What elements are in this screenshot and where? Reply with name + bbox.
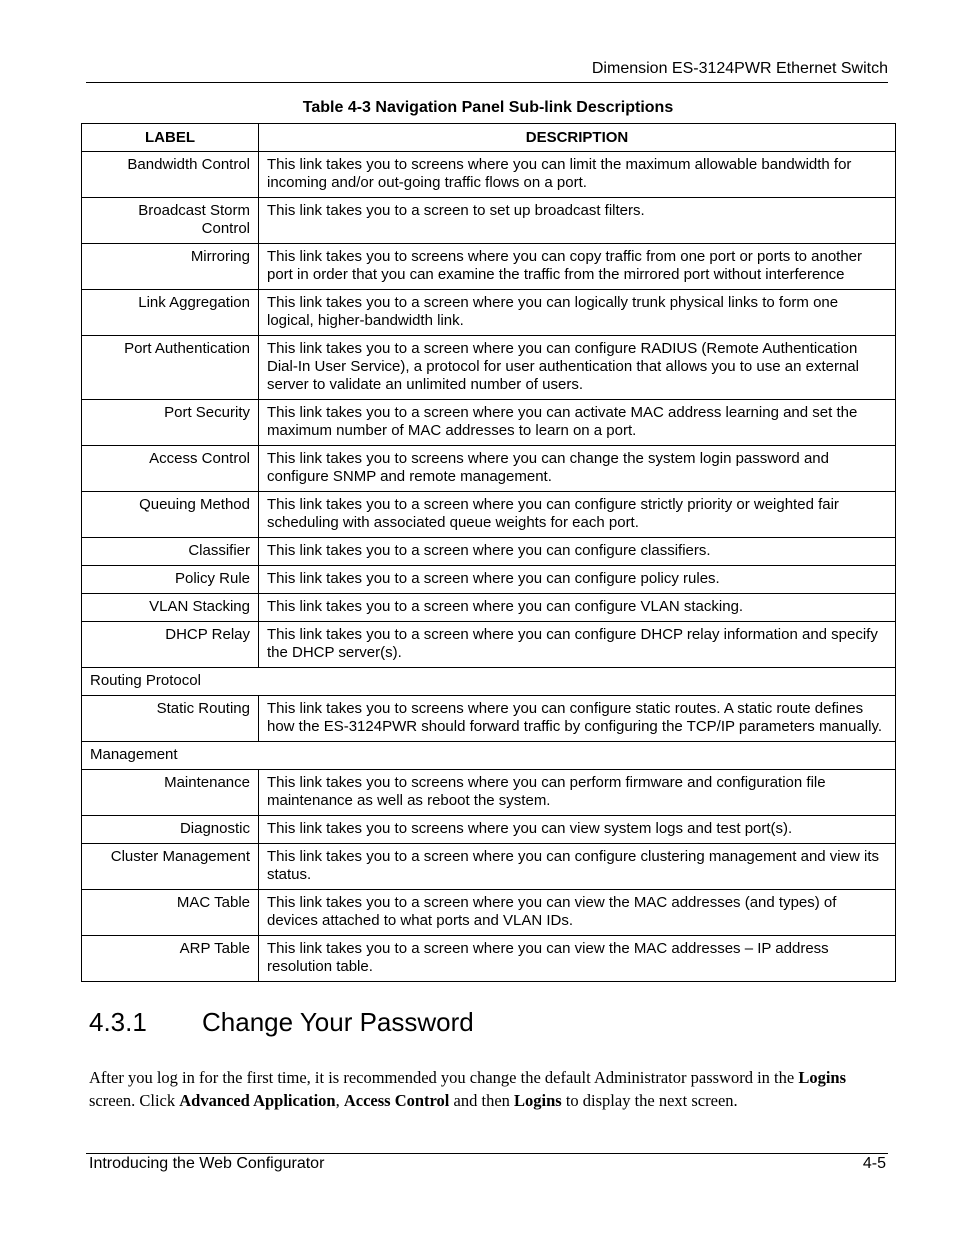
row-description: This link takes you to a screen where you can configure classifiers. (259, 538, 896, 566)
para-bold-term: Logins (798, 1068, 847, 1087)
table-body (82, 152, 896, 982)
footer-page-number: 4-5 (862, 1155, 886, 1172)
body-paragraph (89, 1066, 889, 1112)
table-row (82, 198, 896, 244)
running-header: Dimension ES-3124PWR Ethernet Switch (591, 60, 888, 77)
footer-rule (86, 1153, 888, 1154)
row-label: Mirroring (82, 244, 259, 290)
navigation-sublink-table (81, 123, 896, 982)
table-row (82, 336, 896, 400)
para-text: to display the next screen. (561, 1091, 738, 1110)
row-label: DHCP Relay (82, 622, 259, 668)
row-description: This link takes you to screens where you can limit the maximum allowable bandwidth for incoming and/or out-going traffic flows on a port. (259, 152, 896, 198)
para-text: screen. Click (89, 1091, 180, 1110)
section-title: Change Your Password (202, 1007, 474, 1037)
table-header-row (82, 124, 896, 152)
row-label: Broadcast Storm Control (82, 198, 259, 244)
para-bold-term: Advanced Application (179, 1091, 336, 1110)
row-label: ARP Table (82, 936, 259, 982)
table-row (82, 446, 896, 492)
table-row (82, 244, 896, 290)
table-section-row (82, 742, 896, 770)
row-label: Access Control (82, 446, 259, 492)
row-description: This link takes you to a screen where you can configure clustering management and view its status. (259, 844, 896, 890)
row-description: This link takes you to a screen where you can configure RADIUS (Remote Authentication Dial-In User Service), a protocol for user authentication that allows you to use an external server to validate an unlimited number of users. (259, 336, 896, 400)
table-row (82, 890, 896, 936)
row-description: This link takes you to screens where you can configure static routes. A static route defines how the ES-3124PWR should forward traffic by configuring the TCP/IP parameters manually. (259, 696, 896, 742)
para-bold-term: Logins (514, 1091, 562, 1110)
table-row (82, 844, 896, 890)
section-number: 4.3.1 (89, 1007, 147, 1037)
para-text: and then (449, 1091, 515, 1110)
row-label: Bandwidth Control (82, 152, 259, 198)
row-description: This link takes you to screens where you can copy traffic from one port or ports to another port in order that you can examine the traffic from the mirrored port without interference (259, 244, 896, 290)
row-description: This link takes you to screens where you can perform firmware and configuration file maintenance as well as reboot the system. (259, 770, 896, 816)
table-row (82, 400, 896, 446)
row-label: Maintenance (82, 770, 259, 816)
row-label: MAC Table (82, 890, 259, 936)
row-description: This link takes you to a screen where you can configure DHCP relay information and specify the DHCP server(s). (259, 622, 896, 668)
row-description: This link takes you to a screen where you can logically trunk physical links to form one logical, higher-bandwidth link. (259, 290, 896, 336)
para-text: After you log in for the first time, it is recommended you change the default Administrator password in the (89, 1068, 799, 1087)
row-description: This link takes you to a screen to set up broadcast filters. (259, 198, 896, 244)
table-row (82, 594, 896, 622)
row-description: This link takes you to screens where you can change the system login password and configure SNMP and remote management. (259, 446, 896, 492)
table-title: Table 4-3 Navigation Panel Sub-link Descriptions (302, 99, 674, 116)
table-row (82, 566, 896, 594)
table-row (82, 492, 896, 538)
table-row (82, 816, 896, 844)
column-header-label: LABEL (82, 124, 259, 152)
row-description: This link takes you to a screen where you can configure strictly priority or weighted fair scheduling with associated queue weights for each port. (259, 492, 896, 538)
table-section-row (82, 668, 896, 696)
row-label: Cluster Management (82, 844, 259, 890)
row-label: Diagnostic (82, 816, 259, 844)
row-description: This link takes you to a screen where you can configure policy rules. (259, 566, 896, 594)
section-label: Routing Protocol (82, 668, 896, 696)
table-row (82, 152, 896, 198)
row-description: This link takes you to a screen where you can view the MAC addresses – IP address resolution table. (259, 936, 896, 982)
table-row (82, 538, 896, 566)
row-description: This link takes you to a screen where you can view the MAC addresses (and types) of devices attached to what ports and VLAN IDs. (259, 890, 896, 936)
row-description: This link takes you to a screen where you can configure VLAN stacking. (259, 594, 896, 622)
table-row (82, 622, 896, 668)
row-label: Queuing Method (82, 492, 259, 538)
row-label: Port Security (82, 400, 259, 446)
row-label: Link Aggregation (82, 290, 259, 336)
row-description: This link takes you to screens where you can view system logs and test port(s). (259, 816, 896, 844)
para-bold-term: Access Control (343, 1091, 450, 1110)
footer-chapter-title: Introducing the Web Configurator (89, 1155, 325, 1172)
row-label: Classifier (82, 538, 259, 566)
row-label: VLAN Stacking (82, 594, 259, 622)
header-rule (86, 82, 888, 83)
row-label: Port Authentication (82, 336, 259, 400)
section-label: Management (82, 742, 896, 770)
section-heading (89, 1007, 474, 1038)
table-row (82, 936, 896, 982)
table-row (82, 290, 896, 336)
row-description: This link takes you to a screen where you can activate MAC address learning and set the maximum number of MAC addresses to learn on a port. (259, 400, 896, 446)
column-header-description: DESCRIPTION (259, 124, 896, 152)
para-text: , (335, 1091, 344, 1110)
table-row (82, 696, 896, 742)
table-row (82, 770, 896, 816)
row-label: Static Routing (82, 696, 259, 742)
row-label: Policy Rule (82, 566, 259, 594)
